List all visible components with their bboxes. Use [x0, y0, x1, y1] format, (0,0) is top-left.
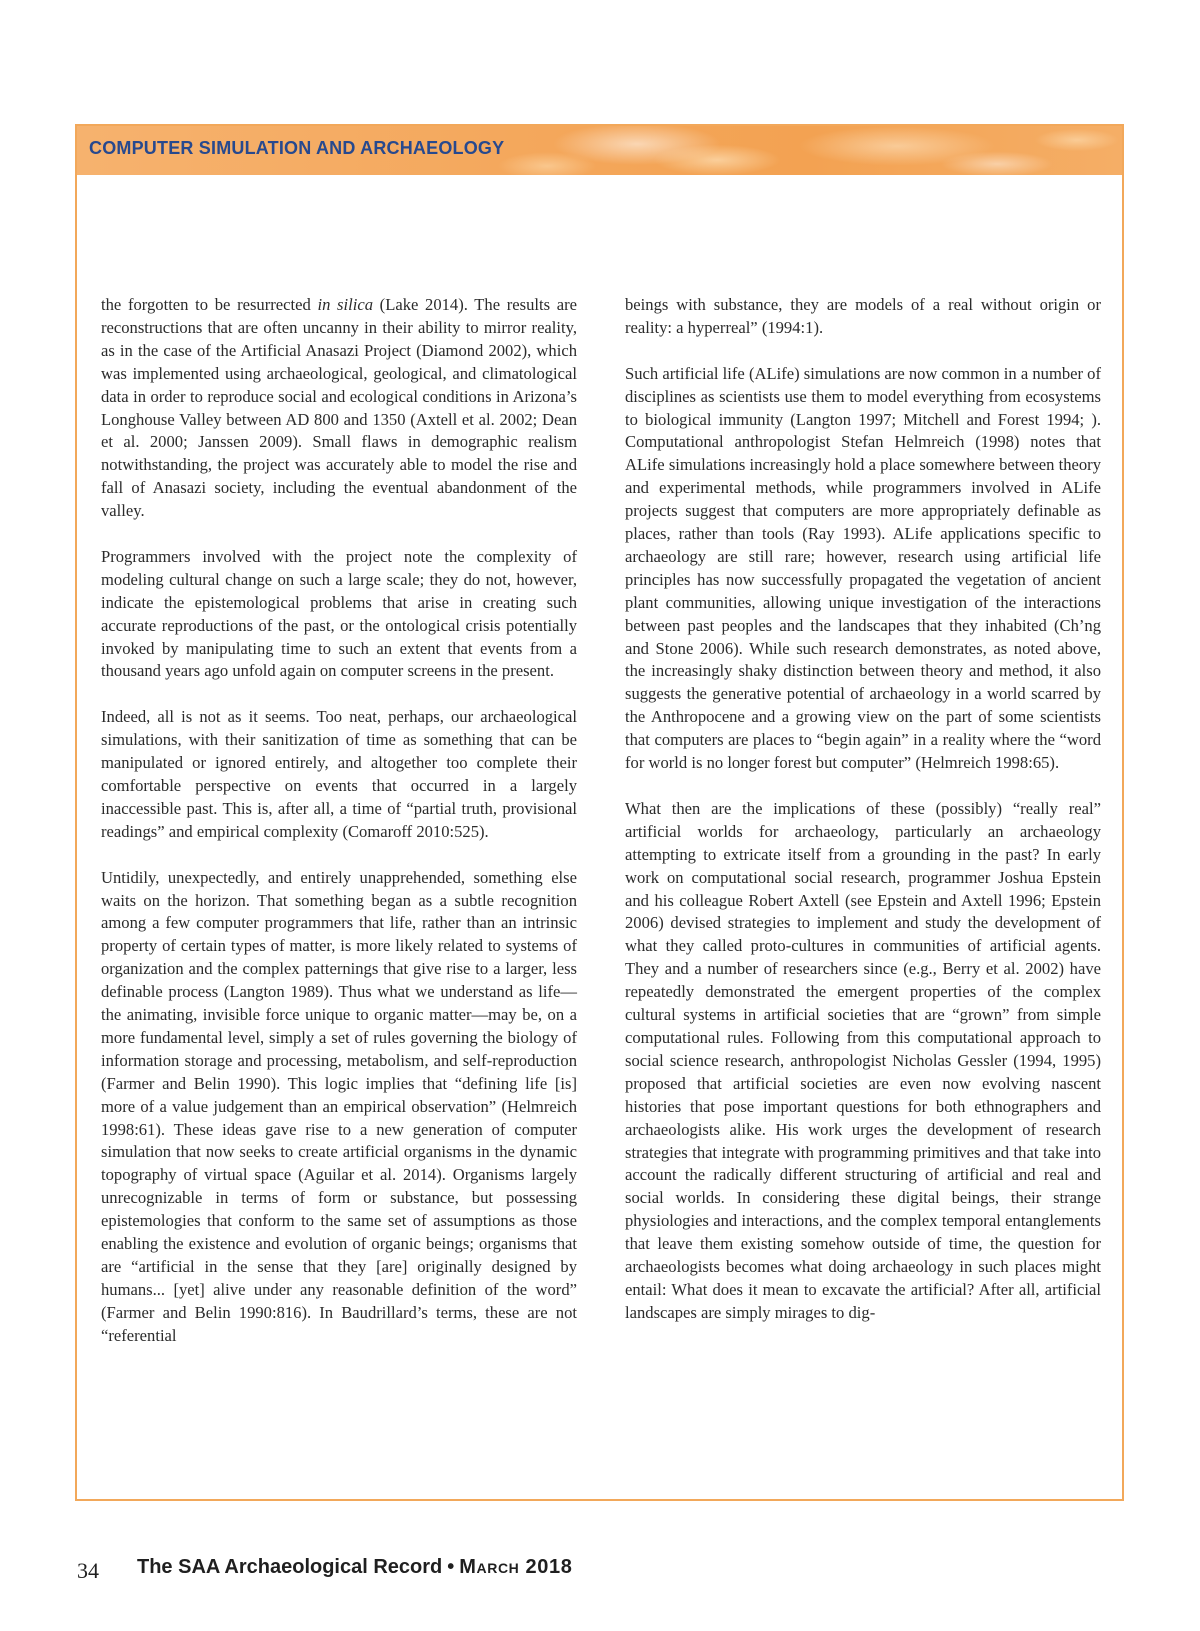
paragraph-text: the forgotten to be resurrected — [101, 295, 318, 314]
paragraph: beings with substance, they are models of a real without origin or reality: a hyperreal” (1994:1). — [625, 295, 1101, 337]
separator-bullet: • — [447, 1556, 455, 1578]
journal-citation — [137, 1556, 572, 1579]
paragraph: Indeed, all is not as it seems. Too neat, perhaps, our archaeological simulations, with their sanitization of time as something that can be manipulated or ignored entirely, and altogether too complete their comfortable perspective on events that occurred in a largely inaccessible past. This is, after all, a time of “partial truth, provisional readings” and empirical complexity (Comaroff 2010:525). — [101, 707, 577, 841]
right-column — [625, 294, 1101, 1325]
issue-date: March 2018 — [459, 1556, 573, 1578]
journal-name: The SAA Archaeological Record — [137, 1556, 443, 1578]
section-banner — [77, 126, 1122, 175]
left-column — [101, 294, 577, 1348]
article-frame — [75, 124, 1124, 1501]
paragraph: Untidily, unexpectedly, and entirely unapprehended, something else waits on the horizon. That something began as a subtle recognition among a few computer programmers that life, rather than an intrinsic property of certain types of matter, is more likely related to systems of organization and the complex patternings that give rise to a larger, less definable process (Langton 1989). Thus what we understand as life—the animating, invisible force unique to organic matter—may be, on a more fundamental level, simply a set of rules governing the biology of information storage and processing, metabolism, and self-reproduction (Farmer and Belin 1990). This logic implies that “defining life [is] more of a value judgement than an empirical observation” (Helmreich 1998:61). These ideas gave rise to a new generation of computer simulation that now seeks to create artificial organisms in the dynamic topography of virtual space (Aguilar et al. 2014). Organisms largely unrecognizable in terms of form or substance, but possessing epistemologies that conform to the same set of assumptions as those enabling the existence and evolution of organic beings; organisms that are “artificial in the sense that they [are] originally designed by humans... [yet] alive under any reasonable definition of the word” (Farmer and Belin 1990:816). In Baudrillard’s terms, these are not “referential — [101, 867, 577, 1345]
italic-term: in silica — [317, 295, 373, 314]
paragraph — [101, 294, 577, 523]
paragraph: What then are the implications of these (possibly) “really real” artificial worlds for archaeology, particularly an archaeology attempting to extricate itself from a grounding in the past? In early work on computational social research, programmer Joshua Epstein and his colleague Robert Axtell (see Epstein and Axtell 1996; Epstein 2006) devised strategies to implement and study the development of what they called proto-cultures in communities of artificial agents. They and a number of researchers since (e.g., Berry et al. 2002) have repeatedly demonstrated the emergent properties of the complex cultural systems in artificial societies that are “grown” from simple computational rules. Following from this computational approach to social science research, anthropologist Nicholas Gessler (1994, 1995) proposed that artificial societies are even now evolving nascent histories that pose important questions for both ethnographers and archaeologists alike. His work urges the development of research strategies that integrate with programming primitives and that take into account the radically different structuring of artificial and real and social worlds. In considering these digital beings, their strange physiologies and interactions, and the complex temporal entanglements that leave them existing somehow outside of time, the question for archaeologists becomes what doing archaeology in such places might entail: What does it mean to excavate the artificial? After all, artificial landscapes are simply mirages to dig- — [625, 798, 1101, 1322]
paragraph: Such artificial life (ALife) simulations are now common in a number of disciplines as scientists use them to model everything from ecosystems to biological immunity (Langton 1997; Mitchell and Forest 1994; ). Computational anthropologist Stefan Helmreich (1998) notes that ALife simulations increasingly hold a place somewhere between theory and experimental methods, while programmers involved in ALife projects suggest that computers are more appropriately definable as places, rather than tools (Ray 1993). ALife applications specific to archaeology are still rare; however, research using artificial life principles has now successfully propagated the vegetation of ancient plant communities, allowing unique investigation of the interactions between past peoples and the landscapes that they inhabited (Ch’ng and Stone 2006). While such research demonstrates, as noted above, the increasingly shaky distinction between theory and method, it also suggests the generative potential of archaeology in a world scarred by the Anthropocene and a growing view on the part of some scientists that computers are places to “begin again” in a reality where the “word for world is no longer forest but computer” (Helmreich 1998:65). — [625, 363, 1102, 773]
section-title: COMPUTER SIMULATION AND ARCHAEOLOGY — [89, 138, 505, 158]
paragraph-text: (Lake 2014). The results are reconstructions that are often uncanny in their ability to mirror reality, as in the case of the Artificial Anasazi Project (Diamond 2002), which was implemented using archaeological, geological, and climatological data in order to reproduce social and ecological conditions in Arizona’s Longhouse Valley between AD 800 and 1350 (Axtell et al. 2002; Dean et al. 2000; Janssen 2009). Small flaws in demographic realism notwithstanding, the project was accurately able to model the rise and fall of Anasazi society, including the eventual abandonment of the valley. — [101, 295, 578, 521]
page-number: 34 — [77, 1558, 99, 1583]
paragraph: Programmers involved with the project note the complexity of modeling cultural change on such a large scale; they do not, however, indicate the epistemological problems that arise in creating such accurate reproductions of the past, or the ontological crisis potentially invoked by manipulating time to such an extent that events from a thousand years ago unfold again on computer screens in the present. — [101, 546, 577, 681]
